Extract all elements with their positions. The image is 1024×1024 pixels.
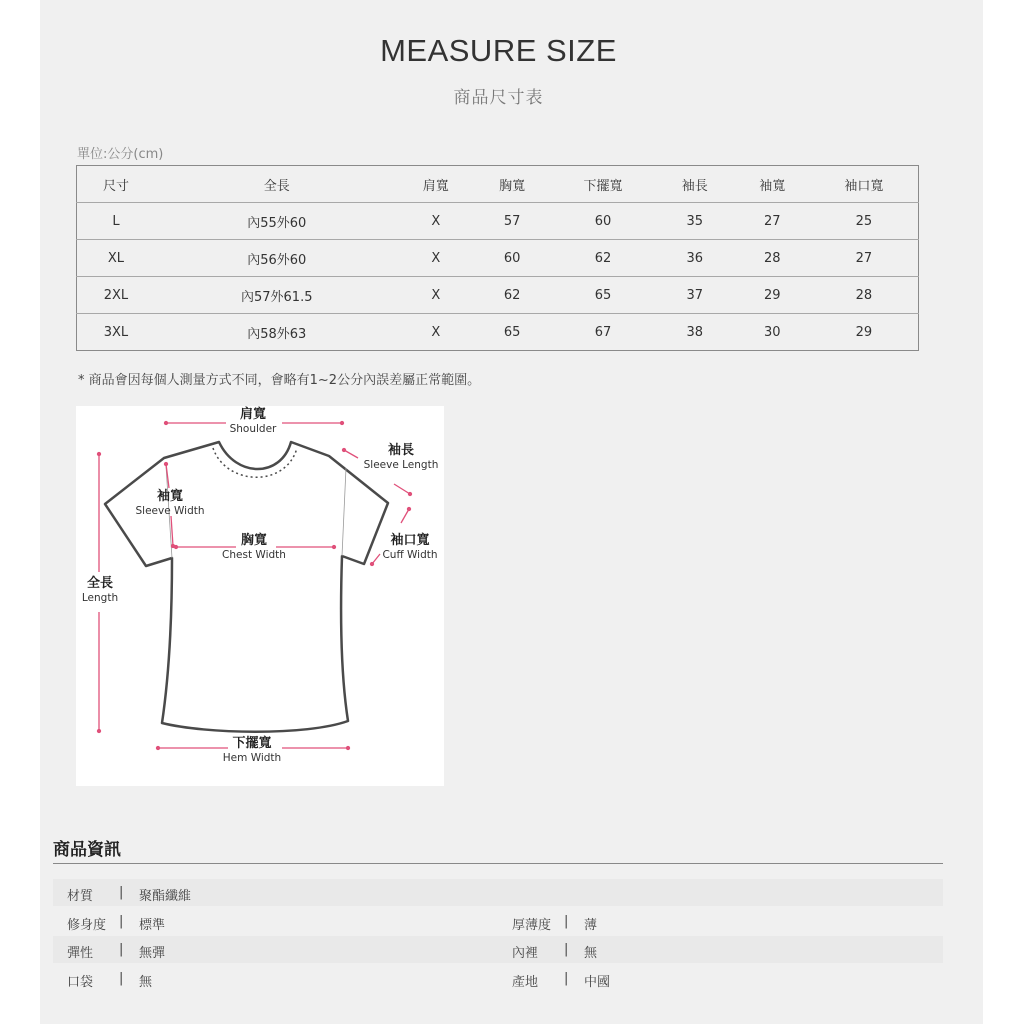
header-shoulder: 肩寬 xyxy=(399,166,473,203)
table-cell: 35 xyxy=(655,203,735,240)
table-cell: 25 xyxy=(810,203,919,240)
measurement-note: * 商品會因每個人測量方式不同，會略有1~2公分內誤差屬正常範圍。 xyxy=(78,373,481,388)
table-header-row xyxy=(77,166,919,203)
table-cell: 62 xyxy=(473,277,551,314)
table-cell: 37 xyxy=(655,277,735,314)
table-row xyxy=(77,203,919,240)
size-chart-page xyxy=(40,0,983,1024)
table-cell: X xyxy=(399,203,473,240)
table-cell: X xyxy=(399,277,473,314)
table-cell: L xyxy=(77,203,155,240)
sleeve-length-label: 袖長 Sleeve Length xyxy=(363,443,439,471)
table-row xyxy=(77,240,919,277)
sleeve-width-label: 袖寬 Sleeve Width xyxy=(135,489,205,517)
table-row xyxy=(77,314,919,351)
info-row: 材質 | 聚酯纖維 xyxy=(53,879,943,906)
page-subtitle: 商品尺寸表 xyxy=(453,88,544,108)
info-row: 口袋 | 無 產地 | 中國 xyxy=(67,971,611,990)
table-cell: 內58外63 xyxy=(247,326,307,342)
table-cell: 60 xyxy=(551,203,654,240)
header-sleeve-length: 袖長 xyxy=(655,166,735,203)
table-cell: X xyxy=(431,324,441,340)
chest-width-label: 胸寬 Chest Width xyxy=(222,533,286,561)
table-cell: 內55外60 xyxy=(155,203,399,240)
table-cell: 36 xyxy=(655,240,735,277)
table-cell: X xyxy=(399,240,473,277)
table-cell: XL xyxy=(77,240,155,277)
info-row: 彈性 | 無彈 內裡 | 無 xyxy=(53,936,943,963)
table-cell: 60 xyxy=(473,240,551,277)
table-cell: 30 xyxy=(764,324,781,340)
table-cell: 27 xyxy=(810,240,919,277)
table-cell: 28 xyxy=(735,240,810,277)
table-cell: 27 xyxy=(735,203,810,240)
product-info-title: 商品資訊 xyxy=(53,840,121,860)
table-cell: 62 xyxy=(551,240,654,277)
table-cell: 38 xyxy=(686,324,704,340)
page-title: MEASURE SIZE xyxy=(380,33,617,68)
header-chest: 胸寬 xyxy=(473,166,551,203)
shoulder-label: 肩寬 Shoulder xyxy=(229,407,277,435)
table-cell: 65 xyxy=(551,277,654,314)
table-cell: 3XL xyxy=(103,324,129,340)
table-cell: 65 xyxy=(503,324,521,340)
table-cell: 內56外60 xyxy=(155,240,399,277)
size-table xyxy=(76,165,919,351)
cuff-width-label: 袖口寬 Cuff Width xyxy=(382,533,438,561)
hem-width-label: 下擺寬 Hem Width xyxy=(222,736,282,764)
table-cell: 內57外61.5 xyxy=(155,277,399,314)
section-divider xyxy=(53,863,943,864)
unit-label: 單位:公分(cm) xyxy=(77,147,164,162)
table-cell: 29 xyxy=(735,277,810,314)
info-row: 修身度 | 標準 厚薄度 | 薄 xyxy=(67,914,598,933)
header-size: 尺寸 xyxy=(77,166,155,203)
table-cell: 2XL xyxy=(77,277,155,314)
table-row xyxy=(77,277,919,314)
table-cell: 28 xyxy=(810,277,919,314)
table-cell: 29 xyxy=(855,324,873,340)
header-sleeve-width: 袖寬 xyxy=(735,166,810,203)
header-cuff-width: 袖口寬 xyxy=(810,166,919,203)
table-cell: 57 xyxy=(473,203,551,240)
length-label: 全長 Length xyxy=(81,576,119,604)
header-length: 全長 xyxy=(155,166,399,203)
tshirt-measurement-diagram xyxy=(76,406,444,786)
table-cell: 67 xyxy=(594,324,612,340)
header-hem: 下擺寬 xyxy=(551,166,654,203)
